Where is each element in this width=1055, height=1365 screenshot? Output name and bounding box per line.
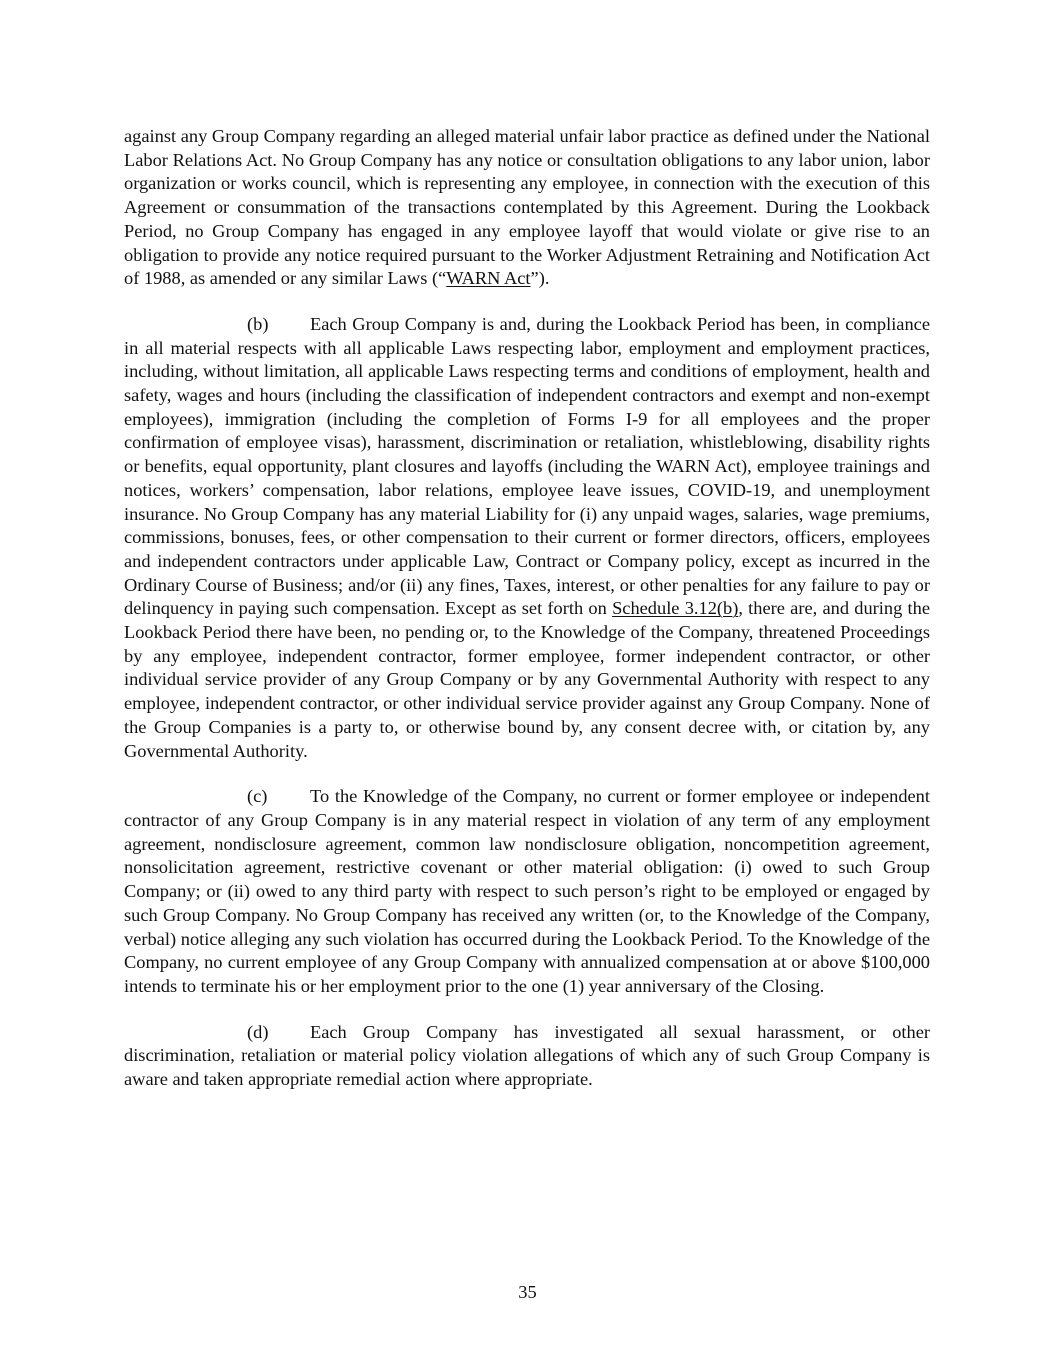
document-page	[124, 125, 930, 1114]
paragraph-text: Each Group Company has investigated all sexual harassment, or other discrimination, retaliation or material policy violation allegations of which any of such Group Company is aware and taken appropriate remedial action where appropriate.	[124, 1021, 930, 1090]
paragraph-d	[124, 1021, 930, 1092]
paragraph-text: against any Group Company regarding an alleged material unfair labor practice as defined under the National Labor Relations Act. No Group Company has any notice or consultation obligations to any labor union, labor organization or works council, which is representing any employee, in connection with the execution of this Agreement or consummation of the transactions contemplated by this Agreement. During the Lookback Period, no Group Company has engaged in any employee layoff that would violate or give rise to an obligation to provide any notice required pursuant to the Worker Adjustment Retraining and Notification Act of 1988, as amended or any similar Laws (“	[124, 126, 930, 289]
paragraph-b	[124, 313, 930, 763]
paragraph-c	[124, 785, 930, 998]
paragraph-text: , there are, and during the Lookback Period there have been, no pending or, to the Knowledge of the Company, threatened Proceedings by any employee, independent contractor, former employee, former independent contractor, or other individual service provider of any Group Company or by any Governmental Authority with respect to any employee, independent contractor, or other individual service provider against any Group Company. None of the Group Companies is a party to, or otherwise bound by, any consent decree with, or citation by, any Governmental Authority.	[124, 598, 930, 761]
paragraph-text: Each Group Company is and, during the Lookback Period has been, in compliance in all material respects with all applicable Laws respecting labor, employment and employment practices, including, without limitation, all applicable Laws respecting terms and conditions of employment, health and safety, wages and hours (including the classification of independent contractors and exempt and non-exempt employees), immigration (including the completion of Forms I-9 for all employees and the proper confirmation of employee visas), harassment, discrimination or retaliation, whistleblowing, disability rights or benefits, equal opportunity, plant closures and layoffs (including the WARN Act), employee trainings and notices, workers’ compensation, labor relations, employee leave issues, COVID-19, and unemployment insurance. No Group Company has any material Liability for (i) any unpaid wages, salaries, wage premiums, commissions, bonuses, fees, or other compensation to their current or former directors, officers, employees and independent contractors under applicable Law, Contract or Company policy, except as incurred in the Ordinary Course of Business; and/or (ii) any fines, Taxes, interest, or other penalties for any failure to pay or delinquency in paying such compensation. Except as set forth on	[124, 313, 930, 619]
paragraph-label-b: (b)	[247, 313, 269, 334]
paragraph-label-c: (c)	[247, 786, 268, 807]
paragraph-text: To the Knowledge of the Company, no current or former employee or independent contractor of any Group Company is in any material respect in violation of any term of any employment agreement, nondisclosure agreement, common law nondisclosure obligation, noncompetition agreement, nonsolicitation agreement, restrictive covenant or other material obligation: (i) owed to such Group Company; or (ii) owed to any third party with respect to such person’s right to be employed or engaged by such Group Company. No Group Company has received any written (or, to the Knowledge of the Company, verbal) notice alleging any such violation has occurred during the Lookback Period. To the Knowledge of the Company, no current employee of any Group Company with annualized compensation at or above $100,000 intends to terminate his or her employment prior to the one (1) year anniversary of the Closing.	[124, 786, 930, 996]
schedule-reference: Schedule 3.12(b)	[612, 598, 739, 619]
paragraph-label-d: (d)	[247, 1021, 269, 1042]
paragraph-a-continuation	[124, 125, 930, 291]
paragraph-text: ”).	[530, 268, 550, 289]
defined-term-warn-act: WARN Act	[446, 268, 531, 289]
page-number: 35	[518, 1282, 537, 1302]
